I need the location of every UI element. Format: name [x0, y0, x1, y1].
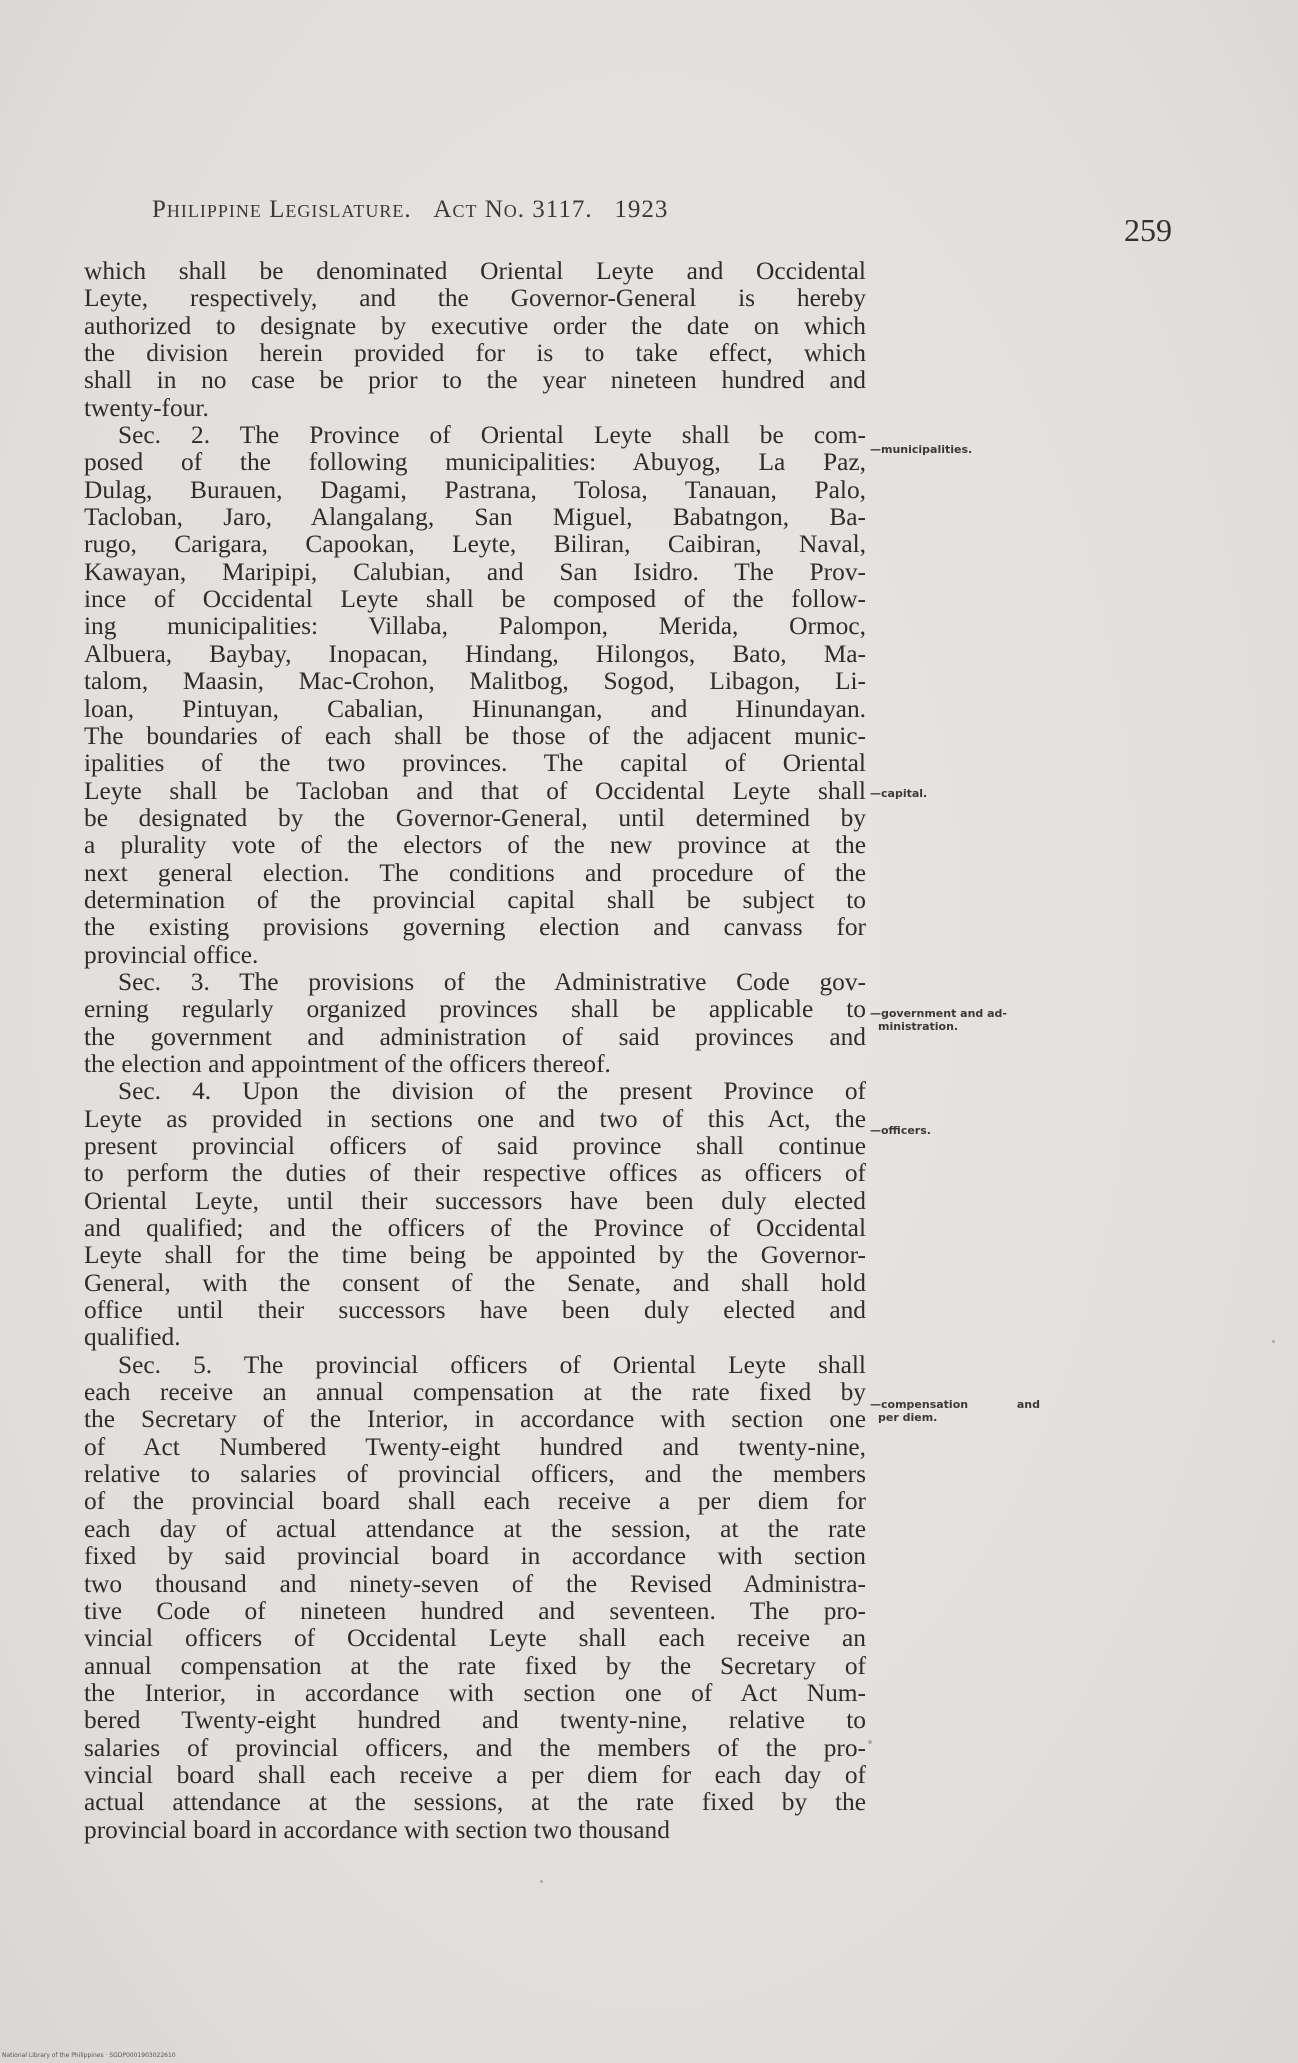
text-line: to perform the duties of their respective offices as officers of	[84, 1159, 866, 1188]
text-line: Leyte as provided in sections one and two of this Act, the	[84, 1104, 866, 1133]
text-line: be designated by the Governor-General, until determined by	[84, 803, 866, 832]
text-line: Tacloban, Jaro, Alangalang, San Miguel, Babatngon, Ba-	[84, 503, 866, 532]
text-line: Leyte, respectively, and the Governor-General is hereby	[84, 284, 866, 313]
text-line: Leyte shall be Tacloban and that of Occidental Leyte shall	[84, 776, 866, 805]
text-line: ince of Occidental Leyte shall be composed of the follow-	[84, 585, 866, 614]
scan-credit: National Library of the Philippines · SGDP0001903022610	[2, 2052, 176, 2059]
text-line: erning regularly organized provinces shall be applicable to	[84, 995, 866, 1024]
text-line: twenty-four.	[84, 393, 209, 422]
text-line: the Interior, in accordance with section one of Act Num-	[84, 1678, 866, 1707]
text-line: of the provincial board shall each receive a per diem for	[84, 1487, 866, 1516]
text-line: Kawayan, Maripipi, Calubian, and San Isidro. The Prov-	[84, 557, 866, 586]
text-line: which shall be denominated Oriental Leyte and Occidental	[84, 257, 866, 285]
margin-note-compensation	[870, 1398, 1040, 1424]
text-line: vincial board shall each receive a per diem for each day of	[84, 1760, 866, 1789]
text-line: of Act Numbered Twenty-eight hundred and twenty-nine,	[84, 1432, 866, 1461]
text-line: General, with the consent of the Senate, and shall hold	[84, 1268, 866, 1297]
text-line: Sec. 5. The provincial officers of Oriental Leyte shall	[118, 1350, 866, 1379]
running-head	[152, 196, 668, 224]
text-line: Sec. 3. The provisions of the Administrative Code gov-	[118, 967, 866, 996]
text-line: shall in no case be prior to the year nineteen hundred and	[84, 366, 866, 395]
text-line: posed of the following municipalities: Abuyog, La Paz,	[84, 448, 866, 477]
margin-note-officers: —officers.	[870, 1124, 931, 1137]
text-line: The boundaries of each shall be those of the adjacent munic-	[84, 721, 866, 750]
body-text	[84, 258, 866, 1844]
text-line: authorized to designate by executive order the date on which	[84, 311, 866, 340]
margin-note-compensation-line1	[870, 1398, 1040, 1411]
text-line: qualified.	[84, 1323, 181, 1352]
text-line: a plurality vote of the electors of the new province at the	[84, 831, 866, 860]
text-line: the existing provisions governing election and canvass for	[84, 913, 866, 942]
text-line: talom, Maasin, Mac-Crohon, Malitbog, Sogod, Libagon, Li-	[84, 667, 866, 696]
text-line: and qualified; and the officers of the Province of Occidental	[84, 1214, 866, 1243]
margin-note-compensation-line2: per diem.	[878, 1411, 938, 1424]
running-head-year: 1923	[614, 196, 669, 223]
text-line: two thousand and ninety-seven of the Revised Administra-	[84, 1569, 866, 1598]
margin-note-government-line1: —government and ad-	[870, 1007, 1007, 1020]
text-line: annual compensation at the rate fixed by the Secretary of	[84, 1651, 866, 1680]
margin-note-government	[870, 1007, 1007, 1033]
text-line: Sec. 2. The Province of Oriental Leyte shall be com-	[118, 421, 866, 450]
text-line: provincial office.	[84, 940, 259, 969]
margin-note-capital: —capital.	[870, 787, 928, 800]
text-line: relative to salaries of provincial officers, and the members	[84, 1460, 866, 1489]
text-line: actual attendance at the sessions, at the rate fixed by the	[84, 1788, 866, 1817]
margin-note-government-line2: ministration.	[878, 1020, 959, 1033]
text-line: Dulag, Burauen, Dagami, Pastrana, Tolosa, Tanauan, Palo,	[84, 475, 866, 504]
text-line: office until their successors have been duly elected and	[84, 1296, 866, 1325]
text-line: determination of the provincial capital shall be subject to	[84, 885, 866, 914]
text-line: salaries of provincial officers, and the members of the pro-	[84, 1733, 866, 1762]
text-line: provincial board in accordance with section two thousand	[84, 1815, 670, 1844]
text-line: tive Code of nineteen hundred and seventeen. The pro-	[84, 1596, 866, 1625]
text-line: rugo, Carigara, Capookan, Leyte, Biliran, Caibiran, Naval,	[84, 530, 866, 559]
text-line: fixed by said provincial board in accordance with section	[84, 1542, 866, 1571]
paper-speck	[868, 1740, 872, 1744]
text-line: each receive an annual compensation at the rate fixed by	[84, 1378, 866, 1407]
running-head-title: Philippine Legislature.	[152, 196, 412, 223]
text-line: vincial officers of Occidental Leyte shall each receive an	[84, 1624, 866, 1653]
text-line: Sec. 4. Upon the division of the present Province of	[118, 1077, 866, 1106]
text-line: present provincial officers of said province shall continue	[84, 1132, 866, 1160]
text-line: ing municipalities: Villaba, Palompon, Merida, Ormoc,	[84, 612, 866, 641]
text-line: loan, Pintuyan, Cabalian, Hinunangan, and Hinundayan.	[84, 694, 866, 723]
text-line: next general election. The conditions and procedure of the	[84, 858, 866, 887]
text-line: Leyte shall for the time being be appointed by the Governor-	[84, 1241, 866, 1270]
margin-note-compensation-word: —compensation	[870, 1398, 969, 1411]
text-line: the Secretary of the Interior, in accordance with section one	[84, 1405, 866, 1434]
paper-speck	[1272, 1340, 1275, 1343]
page-number: 259	[1124, 212, 1172, 248]
text-line: Oriental Leyte, until their successors have been duly elected	[84, 1186, 866, 1215]
text-line: bered Twenty-eight hundred and twenty-nine, relative to	[84, 1706, 866, 1735]
paper-speck	[540, 1880, 543, 1883]
text-line: the government and administration of said provinces and	[84, 1022, 866, 1051]
margin-note-municipalities: —municipalities.	[870, 443, 973, 456]
text-line: Albuera, Baybay, Inopacan, Hindang, Hilongos, Bato, Ma-	[84, 639, 866, 668]
margin-note-compensation-and: and	[1016, 1398, 1040, 1411]
text-line: the election and appointment of the officers thereof.	[84, 1049, 611, 1078]
text-line: the division herein provided for is to take effect, which	[84, 339, 866, 368]
text-line: each day of actual attendance at the session, at the rate	[84, 1514, 866, 1543]
running-head-act: Act No. 3117.	[433, 196, 593, 223]
text-line: ipalities of the two provinces. The capital of Oriental	[84, 749, 866, 778]
